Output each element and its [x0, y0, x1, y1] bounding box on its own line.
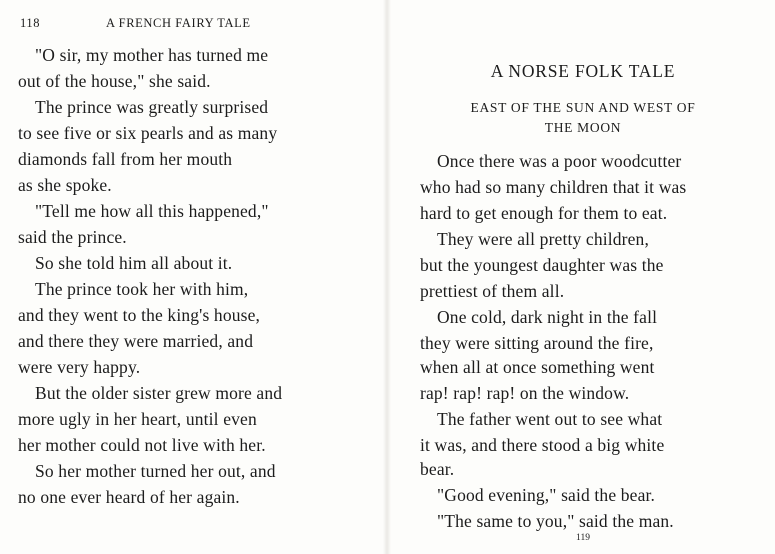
story-title: A NORSE FOLK TALE [490, 61, 676, 81]
text-line: The prince took her with him, [35, 279, 249, 299]
story-subtitle-line: THE MOON [544, 120, 622, 135]
running-head [20, 16, 360, 36]
running-head-title: A FRENCH FAIRY TALE [106, 16, 251, 30]
text-line: said the prince. [18, 227, 127, 247]
text-line: and there they were married, and [18, 331, 254, 351]
page-number: 119 [576, 533, 590, 543]
text-line: hard to get enough for them to eat. [420, 203, 668, 223]
text-line: "The same to you," said the man. [437, 511, 674, 531]
text-line: So her mother turned her out, and [35, 461, 276, 481]
text-line: bear. [420, 459, 455, 479]
text-line: prettiest of them all. [420, 281, 565, 301]
text-line: her mother could not live with her. [18, 435, 266, 455]
text-line: as she spoke. [18, 175, 112, 195]
right-page [391, 0, 775, 554]
text-line: no one ever heard of her again. [18, 487, 240, 507]
text-line: The prince was greatly surprised [35, 97, 269, 117]
text-line: One cold, dark night in the fall [437, 307, 658, 327]
text-line: Once there was a poor woodcutter [437, 151, 682, 171]
text-line: They were all pretty children, [437, 229, 649, 249]
text-line: but the youngest daughter was the [420, 255, 664, 275]
text-line: and they went to the king's house, [18, 305, 261, 325]
text-line: it was, and there stood a big white [420, 435, 665, 455]
text-line: out of the house," she said. [18, 71, 211, 91]
story-subtitle [391, 98, 775, 138]
text-line: "Tell me how all this happened," [35, 201, 269, 221]
text-line: But the older sister grew more and [35, 383, 283, 403]
text-line: The father went out to see what [437, 409, 663, 429]
text-line: rap! rap! rap! on the window. [420, 383, 630, 403]
page-number: 118 [20, 16, 41, 30]
text-line: who had so many children that it was [420, 177, 687, 197]
text-line: when all at once something went [420, 357, 655, 377]
text-line: to see five or six pearls and as many [18, 123, 278, 143]
text-line: more ugly in her heart, until even [18, 409, 257, 429]
text-line: So she told him all about it. [35, 253, 233, 273]
left-page [0, 0, 385, 554]
story-subtitle-line: EAST OF THE SUN AND WEST OF [470, 100, 696, 115]
text-line: diamonds fall from her mouth [18, 149, 233, 169]
text-line: were very happy. [18, 357, 141, 377]
text-line: "Good evening," said the bear. [437, 485, 656, 505]
text-line: they were sitting around the fire, [420, 333, 654, 353]
text-line: "O sir, my mother has turned me [35, 45, 269, 65]
